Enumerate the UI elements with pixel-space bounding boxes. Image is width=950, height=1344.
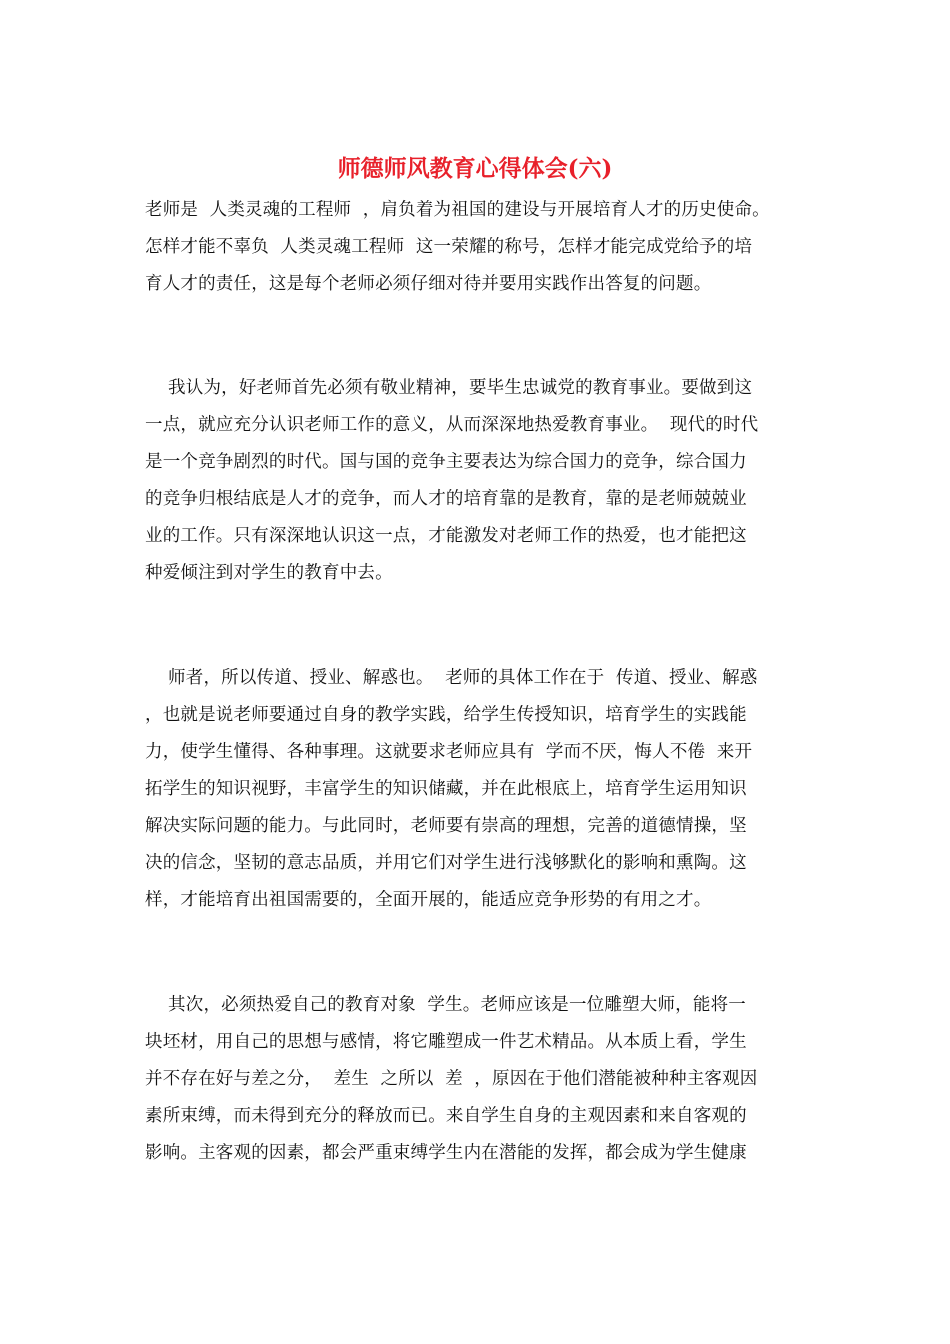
paragraph-line: 怎样才能不辜负 人类灵魂工程师 这一荣耀的称号，怎样才能完成党给予的培: [145, 237, 753, 257]
paragraph-line: 解决实际问题的能力。与此同时，老师要有崇高的理想，完善的道德情操，坚: [145, 816, 747, 836]
paragraph-line: 样，才能培育出祖国需要的，全面开展的，能适应竞争形势的有用之才。: [145, 890, 712, 910]
document-title: 师德师风教育心得体会(六): [337, 155, 613, 182]
paragraph-line: 老师是 人类灵魂的工程师 ，肩负着为祖国的建设与开展培育人才的历史使命。: [145, 200, 770, 220]
paragraph-line: 决的信念，坚韧的意志品质，并用它们对学生进行浅够默化的影响和熏陶。这: [145, 853, 747, 873]
paragraph-line: 块坯材，用自己的思想与感情，将它雕塑成一件艺术精品。从本质上看，学生: [145, 1032, 747, 1052]
paragraph-line: 的竞争归根结底是人才的竞争，而人才的培育靠的是教育，靠的是老师兢兢业: [145, 489, 747, 509]
paragraph-line: 种爱倾注到对学生的教育中去。: [145, 563, 393, 583]
paragraph-line: 影响。主客观的因素，都会严重束缚学生内在潜能的发挥，都会成为学生健康: [145, 1143, 747, 1163]
paragraph-line: ，也就是说老师要通过自身的教学实践，给学生传授知识，培育学生的实践能: [145, 705, 747, 725]
paragraph-line: 素所束缚，而未得到充分的释放而已。来自学生自身的主观因素和来自客观的: [145, 1106, 747, 1126]
paragraph-line: 其次，必须热爱自己的教育对象 学生。老师应该是一位雕塑大师，能将一: [145, 995, 746, 1015]
paragraph-line: 一点，就应充分认识老师工作的意义，从而深深地热爱教育事业。 现代的时代: [145, 415, 759, 435]
paragraph-line: 并不存在好与差之分， 差生 之所以 差 ，原因在于他们潜能被种种主客观因: [145, 1069, 758, 1089]
paragraph-line: 业的工作。只有深深地认识这一点，才能激发对老师工作的热爱，也才能把这: [145, 526, 747, 546]
paragraph-line: 力，使学生懂得、各种事理。这就要求老师应具有 学而不厌，悔人不倦 来开: [145, 742, 753, 762]
paragraph-line: 师者，所以传道、授业、解惑也。 老师的具体工作在于 传道、授业、解惑: [145, 668, 758, 688]
paragraph-line: 拓学生的知识视野，丰富学生的知识储藏，并在此根底上，培育学生运用知识: [145, 779, 747, 799]
paragraph-line: 育人才的责任，这是每个老师必须仔细对待并要用实践作出答复的问题。: [145, 274, 712, 294]
paragraph-line: 我认为，好老师首先必须有敬业精神，要毕生忠诚党的教育事业。要做到这: [145, 378, 753, 398]
paragraph-line: 是一个竞争剧烈的时代。国与国的竞争主要表达为综合国力的竞争，综合国力: [145, 452, 747, 472]
